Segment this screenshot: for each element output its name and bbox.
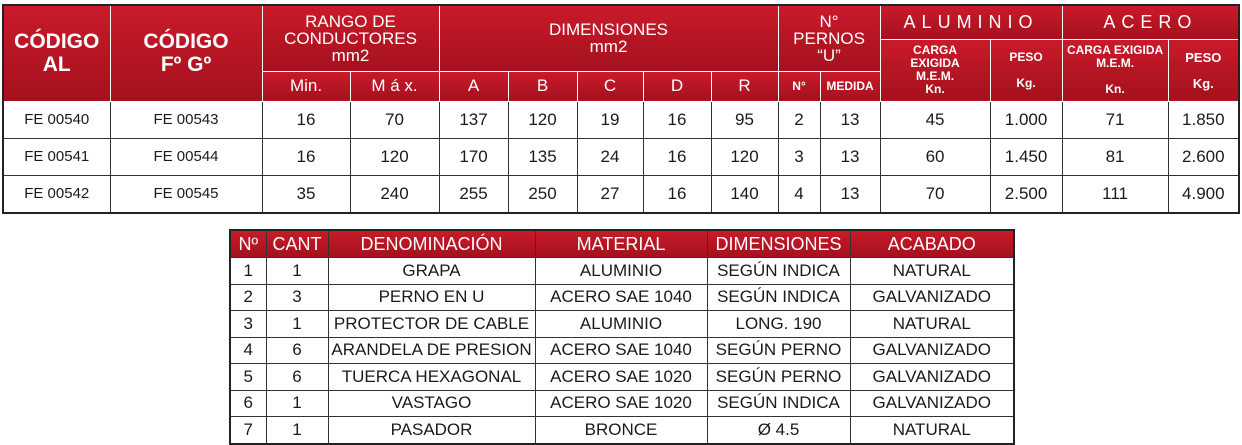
parts-cell-n: 4: [230, 337, 266, 364]
cell-min: 35: [262, 175, 350, 213]
parts-cell-acabado: NATURAL: [850, 311, 1014, 338]
cell-dim-c: 24: [577, 138, 643, 175]
cell-ac-carga: 71: [1062, 101, 1168, 138]
parts-row: [230, 417, 1014, 444]
parts-row: [230, 390, 1014, 417]
cell-dim-r: 140: [711, 175, 778, 213]
spec-row: [3, 138, 1239, 175]
parts-cell-cant: 1: [266, 417, 328, 444]
header-rango-min: Min.: [262, 71, 350, 101]
header-dim-a: A: [439, 71, 508, 101]
cell-dim-d: 16: [643, 138, 711, 175]
cell-dim-d: 16: [643, 101, 711, 138]
cell-dim-a: 170: [439, 138, 508, 175]
parts-cell-n: 7: [230, 417, 266, 444]
parts-row: [230, 337, 1014, 364]
cell-dim-c: 27: [577, 175, 643, 213]
cell-ac-peso: 1.850: [1168, 101, 1239, 138]
cell-pernos-n: 4: [778, 175, 820, 213]
cell-code-al: FE 00540: [3, 101, 110, 138]
header-al-peso-line1: PESO: [1009, 49, 1043, 64]
parts-cell-dimensiones: SEGÚN INDICA: [707, 390, 850, 417]
parts-cell-dimensiones: SEGÚN PERNO: [707, 364, 850, 391]
header-dimensiones-line2: mm2: [589, 37, 628, 57]
spec-row: [3, 175, 1239, 213]
parts-cell-denominacion: PROTECTOR DE CABLE: [328, 311, 535, 338]
header-ac-carga-line3: Kn.: [1105, 82, 1125, 96]
parts-cell-n: 6: [230, 390, 266, 417]
header-codigo-fg-line2: Fº Gº: [160, 53, 212, 77]
header-pernos-line2: PERNOS: [793, 28, 865, 48]
parts-cell-acabado: NATURAL: [850, 417, 1014, 444]
parts-row: [230, 258, 1014, 285]
header-al-carga: [880, 39, 990, 101]
header-dimensiones-line1: DIMENSIONES: [549, 20, 669, 40]
header-al-peso: [990, 39, 1062, 101]
cell-al-peso: 1.000: [990, 101, 1062, 138]
spec-table: [2, 4, 1240, 214]
cell-al-peso: 1.450: [990, 138, 1062, 175]
parts-cell-cant: 1: [266, 311, 328, 338]
cell-min: 16: [262, 101, 350, 138]
cell-pernos-n: 3: [778, 138, 820, 175]
parts-table-body: [230, 258, 1014, 444]
header-rango-line3: mm2: [331, 45, 370, 65]
header-dimensiones: [439, 5, 778, 71]
header-al-carga-line3: M.E.M.: [916, 69, 955, 83]
header-dim-d: D: [643, 71, 711, 101]
header-ac-carga: [1062, 39, 1168, 101]
cell-al-peso: 2.500: [990, 175, 1062, 213]
cell-dim-b: 250: [508, 175, 577, 213]
parts-cell-denominacion: ARANDELA DE PRESION: [328, 337, 535, 364]
cell-pernos-medida: 13: [820, 138, 880, 175]
header-rango-line1: RANGO DE: [305, 11, 396, 31]
header-ac-peso: [1168, 39, 1239, 101]
parts-cell-n: 1: [230, 258, 266, 285]
parts-row: [230, 364, 1014, 391]
parts-cell-denominacion: TUERCA HEXAGONAL: [328, 364, 535, 391]
cell-ac-peso: 4.900: [1168, 175, 1239, 213]
parts-header-cant: CANT: [266, 230, 328, 258]
header-dim-b: B: [508, 71, 577, 101]
cell-max: 120: [350, 138, 439, 175]
parts-cell-material: ACERO SAE 1040: [535, 337, 707, 364]
header-pernos: [778, 5, 880, 71]
header-codigo-fg-line1: CÓDIGO: [143, 30, 229, 54]
header-rango-max: M á x.: [350, 71, 439, 101]
header-acero: ACERO: [1062, 5, 1239, 39]
cell-ac-peso: 2.600: [1168, 138, 1239, 175]
parts-cell-acabado: GALVANIZADO: [850, 337, 1014, 364]
cell-code-al: FE 00541: [3, 138, 110, 175]
parts-header-material: MATERIAL: [535, 230, 707, 258]
parts-cell-n: 5: [230, 364, 266, 391]
header-codigo-fg: [110, 5, 262, 101]
header-pernos-line1: N°: [819, 11, 839, 31]
parts-cell-denominacion: VASTAGO: [328, 390, 535, 417]
header-al-carga-line2: EXIGIDA: [910, 56, 960, 70]
header-ac-carga-line2: M.E.M.: [1096, 56, 1135, 70]
parts-cell-material: ACERO SAE 1020: [535, 390, 707, 417]
parts-cell-material: ALUMINIO: [535, 258, 707, 285]
header-ac-peso-line1: PESO: [1185, 49, 1222, 65]
parts-cell-dimensiones: Ø 4.5: [707, 417, 850, 444]
cell-code-fg: FE 00543: [110, 101, 262, 138]
cell-ac-carga: 111: [1062, 175, 1168, 213]
cell-dim-a: 255: [439, 175, 508, 213]
header-al-carga-line4: Kn.: [925, 82, 945, 96]
parts-cell-cant: 1: [266, 390, 328, 417]
header-ac-peso-line2: Kg.: [1192, 75, 1214, 91]
cell-dim-r: 95: [711, 101, 778, 138]
header-pernos-line3: “U”: [817, 45, 841, 65]
parts-cell-dimensiones: SEGÚN PERNO: [707, 337, 850, 364]
parts-cell-acabado: GALVANIZADO: [850, 284, 1014, 311]
parts-cell-n: 3: [230, 311, 266, 338]
parts-cell-acabado: GALVANIZADO: [850, 364, 1014, 391]
header-dim-c: C: [577, 71, 643, 101]
parts-cell-denominacion: PERNO EN U: [328, 284, 535, 311]
cell-min: 16: [262, 138, 350, 175]
parts-header-dimensiones: DIMENSIONES: [707, 230, 850, 258]
parts-cell-cant: 6: [266, 337, 328, 364]
cell-pernos-medida: 13: [820, 101, 880, 138]
parts-cell-dimensiones: LONG. 190: [707, 311, 850, 338]
cell-dim-r: 120: [711, 138, 778, 175]
parts-cell-material: ACERO SAE 1020: [535, 364, 707, 391]
header-ac-carga-line1: CARGA EXIGIDA: [1066, 43, 1164, 57]
cell-dim-b: 120: [508, 101, 577, 138]
header-aluminio: ALUMINIO: [880, 5, 1062, 39]
cell-pernos-n: 2: [778, 101, 820, 138]
parts-cell-cant: 3: [266, 284, 328, 311]
cell-pernos-medida: 13: [820, 175, 880, 213]
parts-table: [229, 229, 1015, 445]
spec-table-body: [3, 101, 1239, 213]
cell-al-carga: 60: [880, 138, 990, 175]
parts-row: [230, 311, 1014, 338]
cell-code-fg: FE 00545: [110, 175, 262, 213]
cell-dim-d: 16: [643, 175, 711, 213]
parts-cell-dimensiones: SEGÚN INDICA: [707, 284, 850, 311]
cell-dim-a: 137: [439, 101, 508, 138]
parts-cell-acabado: GALVANIZADO: [850, 390, 1014, 417]
header-pernos-medida: MEDIDA: [820, 71, 880, 101]
parts-cell-denominacion: PASADOR: [328, 417, 535, 444]
cell-code-fg: FE 00544: [110, 138, 262, 175]
spec-row: [3, 101, 1239, 138]
parts-header-n: Nº: [230, 230, 266, 258]
parts-cell-cant: 6: [266, 364, 328, 391]
header-codigo-al-line2: AL: [42, 53, 71, 77]
cell-code-al: FE 00542: [3, 175, 110, 213]
header-codigo-al-line1: CÓDIGO: [14, 30, 100, 54]
cell-max: 70: [350, 101, 439, 138]
header-al-peso-line2: Kg.: [1016, 75, 1036, 90]
cell-dim-b: 135: [508, 138, 577, 175]
cell-al-carga: 70: [880, 175, 990, 213]
parts-cell-n: 2: [230, 284, 266, 311]
parts-header-denominacion: DENOMINACIÓN: [328, 230, 535, 258]
parts-row: [230, 284, 1014, 311]
parts-cell-material: ACERO SAE 1040: [535, 284, 707, 311]
parts-cell-acabado: NATURAL: [850, 258, 1014, 285]
parts-cell-cant: 1: [266, 258, 328, 285]
parts-cell-denominacion: GRAPA: [328, 258, 535, 285]
header-al-carga-line1: CARGA: [913, 43, 958, 57]
header-pernos-n: N°: [778, 71, 820, 101]
cell-dim-c: 19: [577, 101, 643, 138]
parts-cell-material: ALUMINIO: [535, 311, 707, 338]
header-dim-r: R: [711, 71, 778, 101]
header-rango: [262, 5, 439, 71]
cell-max: 240: [350, 175, 439, 213]
parts-cell-dimensiones: SEGÚN INDICA: [707, 258, 850, 285]
cell-ac-carga: 81: [1062, 138, 1168, 175]
parts-cell-material: BRONCE: [535, 417, 707, 444]
header-rango-line2: CONDUCTORES: [284, 28, 417, 48]
parts-header-acabado: ACABADO: [850, 230, 1014, 258]
cell-al-carga: 45: [880, 101, 990, 138]
header-codigo-al: [3, 5, 110, 101]
